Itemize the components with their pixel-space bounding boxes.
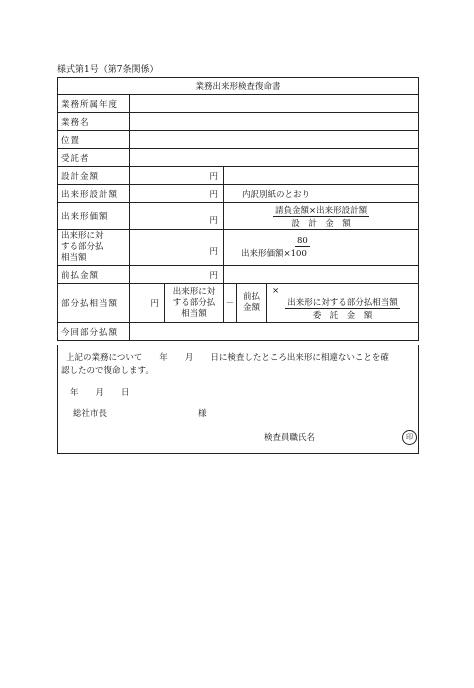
pp-advance-label xyxy=(237,284,267,323)
advance-payment-field[interactable]: 円 xyxy=(130,266,224,284)
pp-completed-line2: する部分払 xyxy=(172,297,216,308)
pp-completed-label xyxy=(165,284,224,323)
report-body-line2: 認したので復命します。 xyxy=(61,366,154,376)
form-title: 業務出来形検査復命書 xyxy=(58,78,419,95)
partial-payment-field[interactable]: 円 xyxy=(130,284,165,323)
pp-formula-denominator: 委 託 金 額 xyxy=(312,310,373,321)
report-body-box xyxy=(57,345,419,454)
partial-rate-formula-numerator: 80 xyxy=(297,236,308,246)
honorific: 様 xyxy=(198,409,207,419)
completed-design-amount-field[interactable]: 円 xyxy=(130,185,224,203)
completed-design-amount-label: 出来形設計額 xyxy=(58,185,130,203)
partial-rate-field[interactable]: 円 xyxy=(130,230,224,266)
design-amount-label: 設計金額 xyxy=(58,167,130,185)
fiscal-year-label: 業務所属年度 xyxy=(58,95,130,113)
partial-rate-label-line3: 相当額 xyxy=(61,253,87,263)
partial-rate-formula xyxy=(224,230,419,266)
pp-advance-line1: 前払 xyxy=(242,292,260,302)
completed-value-formula-denominator: 設 計 金 額 xyxy=(291,218,351,229)
design-amount-field[interactable]: 円 xyxy=(130,167,224,185)
completed-value-field[interactable]: 円 xyxy=(130,203,224,230)
partial-rate-label-line1: 出来形に対 xyxy=(61,231,104,241)
pp-advance-line2: 金額 xyxy=(242,303,260,313)
fiscal-year-field[interactable] xyxy=(130,95,419,113)
completed-value-formula-numerator: 請負金額×出来形設計額 xyxy=(274,205,368,216)
advance-payment-note xyxy=(224,266,419,284)
partial-rate-formula-prefix: 出来形価額× xyxy=(241,249,291,259)
current-partial-label: 今回部分払額 xyxy=(58,323,130,341)
partial-payment-label: 部分払相当額 xyxy=(58,284,130,323)
partial-rate-formula-denominator: 100 xyxy=(290,249,307,259)
completed-value-formula xyxy=(224,203,419,230)
completed-design-note: 内訳別紙のとおり xyxy=(224,185,419,203)
pp-minus-sign: － xyxy=(224,284,237,323)
location-field[interactable] xyxy=(130,131,419,149)
advance-payment-label: 前払金額 xyxy=(58,266,130,284)
inspector-label: 検査員職氏名 xyxy=(264,433,316,443)
location-label: 位置 xyxy=(58,131,130,149)
completed-value-label: 出来形価額 xyxy=(58,203,130,230)
pp-formula-numerator: 出来形に対する部分払相当額 xyxy=(287,297,398,308)
form-number: 様式第1号（第7条関係） xyxy=(57,65,159,75)
report-date: 年 月 日 xyxy=(70,388,130,398)
business-name-label: 業務名 xyxy=(58,113,130,131)
pp-completed-line1: 出来形に対 xyxy=(172,286,216,297)
current-partial-field[interactable] xyxy=(130,323,419,341)
seal-icon: 印 xyxy=(402,430,417,445)
pp-times-sign: × xyxy=(272,285,280,296)
business-name-field[interactable] xyxy=(130,113,419,131)
partial-rate-label-line2: する部分払 xyxy=(61,242,104,252)
inspection-report-table xyxy=(57,77,419,341)
pp-formula xyxy=(267,284,419,323)
contractor-field[interactable] xyxy=(130,149,419,167)
addressee: 総社市長 xyxy=(73,409,108,419)
pp-completed-line3: 相当額 xyxy=(181,308,207,319)
partial-rate-label xyxy=(58,230,130,266)
design-amount-note xyxy=(224,167,419,185)
contractor-label: 受託者 xyxy=(58,149,130,167)
report-body-line1: 上記の業務について 年 月 日に検査したところ出来形に相違ないことを確 xyxy=(66,353,389,363)
